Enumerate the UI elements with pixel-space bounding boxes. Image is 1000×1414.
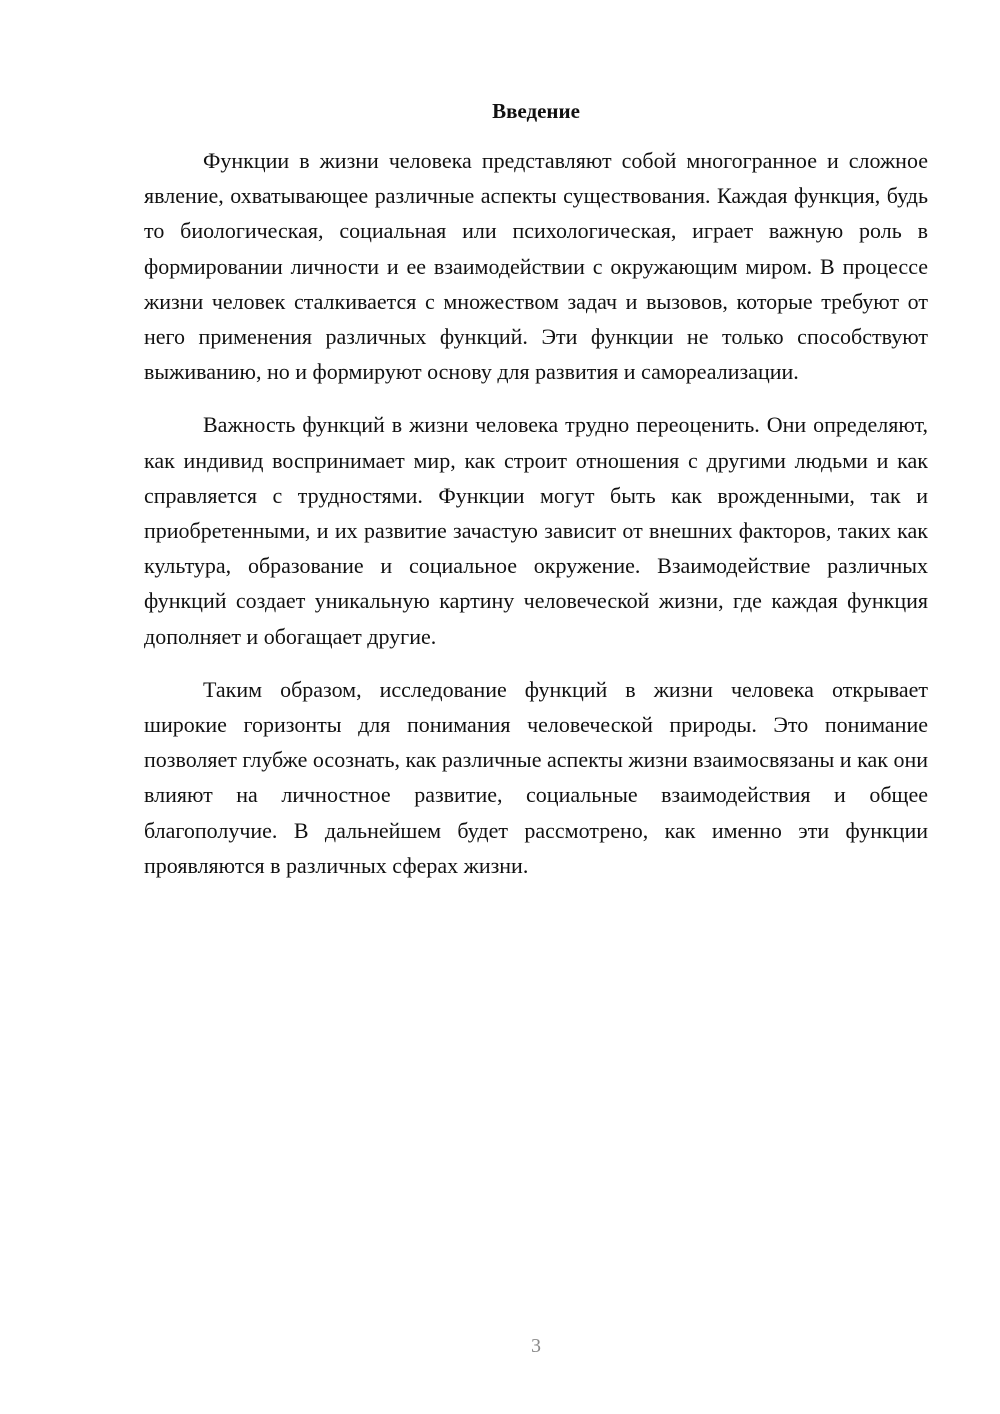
paragraph-2: Важность функций в жизни человека трудно переоценить. Они определяют, как индивид воспринимает мир, как строит отношения с другими людьми и как справляется с трудностями. Функции могут быть как врожденными, так и приобретенными, и их развитие зачастую зависит от внешних факторов, таких как культура, образование и социальное окружение. Взаимодействие различных функций создает уникальную картину человеческой жизни, где каждая функция дополняет и обогащает другие.	[144, 412, 928, 649]
section-title: Введение	[492, 99, 580, 123]
page-number: 3	[531, 1335, 541, 1357]
paragraph-3: Таким образом, исследование функций в жизни человека открывает широкие горизонты для понимания человеческой природы. Это понимание позволяет глубже осознать, как различные аспекты жизни взаимосвязаны и как они влияют на личностное развитие, социальные взаимодействия и общее благополучие. В дальнейшем будет рассмотрено, как именно эти функции проявляются в различных сферах жизни.	[144, 676, 928, 878]
paragraph-1: Функции в жизни человека представляют собой многогранное и сложное явление, охватывающее различные аспекты существования. Каждая функция, будь то биологическая, социальная или психологическая, играет важную роль в формировании личности и ее взаимодействии с окружающим миром. В процессе жизни человек сталкивается с множеством задач и вызовов, которые требуют от него применения различных функций. Эти функции не только способствуют выживанию, но и формируют основу для развития и самореализации.	[144, 148, 928, 385]
body-text	[144, 143, 928, 901]
